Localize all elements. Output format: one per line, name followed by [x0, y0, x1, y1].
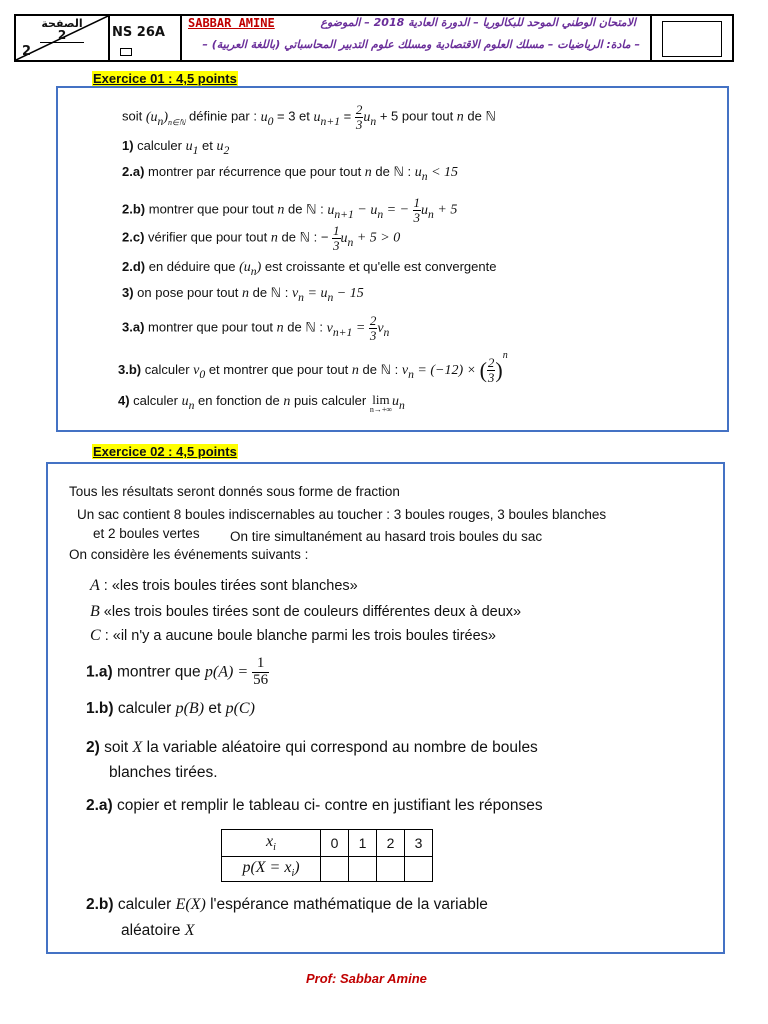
author-name: SABBAR AMINE	[188, 16, 275, 30]
ex2-q2b: 2.b) calculer E(X) l'espérance mathématique de la variable	[86, 896, 488, 913]
table-row	[222, 830, 433, 857]
page-counter-cell	[16, 16, 110, 60]
table-cell-value: 1	[349, 830, 377, 857]
blank-box	[662, 21, 722, 57]
ex2-event-b: B «les trois boules tirées sont de couleurs différentes deux à deux»	[90, 603, 522, 620]
ex2-q2: 2) soit X la variable aléatoire qui correspond au nombre de boules	[86, 739, 538, 756]
ex1-q2b: 2.b) montrer que pour tout n de ℕ : $u_{n+1} - u_n$ = − $\frac{1}{3}$ $u_n + 5$	[122, 195, 458, 225]
ex2-event-a: A : «les trois boules tirées sont blanches»	[90, 577, 358, 594]
exam-code: NS 26A	[112, 25, 165, 40]
table-cell-value: 0	[321, 830, 349, 857]
ex1-q3b: 3.b) calculer $v_0$ et montrer que pour tout n de ℕ : $v_n = (-12)$ × ( $\frac{2}{3}$ )$^n$	[118, 350, 508, 386]
exercise2-title	[92, 441, 238, 460]
table-header-xi: $x_i$	[222, 830, 321, 857]
table-cell-empty	[405, 857, 433, 882]
ex1-intro: soit $(u_n)_{n\in ℕ}$ définie par : $u_0 = 3$ et $u_{n+1}$ = $\frac{2}{3}$ $u_n + 5$ pour tout n de ℕ	[122, 102, 496, 132]
ex2-line3b: On tire simultanément au hasard trois boules du sac	[230, 529, 543, 544]
table-header-prob: $p(X = x_i)$	[222, 857, 321, 882]
ex2-event-c: C : «il n'y a aucune boule blanche parmi les trois boules tirées»	[90, 627, 496, 644]
ex2-q1b: 1.b) calculer p(B) et p(C)	[86, 700, 255, 717]
exercise2-title-text: Exercice 02 : 4,5 points	[93, 444, 237, 459]
page-fraction: 2	[40, 28, 84, 43]
page-number: 2	[22, 44, 32, 59]
table-cell-empty	[377, 857, 405, 882]
table-row	[222, 857, 433, 882]
code-cell	[108, 16, 182, 60]
exercise1-title	[92, 68, 238, 87]
table-cell-empty	[349, 857, 377, 882]
ex1-q2a: 2.a) montrer par récurrence que pour tout n de ℕ : $u_n < 15$	[122, 164, 459, 183]
title-cell	[180, 16, 652, 60]
ex1-q3a: 3.a) montrer que pour tout n de ℕ : $v_{n+1}$ = $\frac{2}{3}$ $v_n$	[122, 313, 390, 343]
exercise1-title-text: Exercice 01 : 4,5 points	[93, 71, 237, 86]
exam-title-line2: – مادة: الرياضيات – مسلك العلوم الاقتصادية ومسلك علوم التدبير المحاسباتي (باللغة العربية) –	[202, 38, 640, 51]
ex2-q1a: 1.a) montrer que p(A) = $\frac{1}{56}$	[86, 655, 269, 688]
ex2-line4: On considère les événements suivants :	[69, 547, 309, 562]
ex2-line2: Un sac contient 8 boules indiscernables au toucher : 3 boules rouges, 3 boules blanches	[77, 507, 607, 522]
table-cell-value: 3	[405, 830, 433, 857]
ex2-q2a: 2.a) copier et remplir le tableau ci- contre en justifiant les réponses	[86, 797, 543, 814]
table-cell-value: 2	[377, 830, 405, 857]
exam-header	[14, 14, 734, 62]
code-box	[120, 48, 132, 56]
page-label-arabic: الصفحة	[41, 17, 83, 30]
ex2-q2-line2: blanches tirées.	[109, 764, 218, 781]
ex1-q2d: 2.d) en déduire que $(u_n)$ est croissante et qu'elle est convergente	[122, 259, 497, 278]
probability-table	[221, 829, 433, 882]
ex2-q2b-line2: aléatoire X	[121, 922, 195, 939]
ex1-q2c: 2.c) vérifier que pour tout n de ℕ : − $\frac{1}{3}$ $u_n + 5 > 0$	[122, 223, 401, 253]
ex1-q3: 3) on pose pour tout n de ℕ : $v_n = u_n - 15$	[122, 285, 364, 304]
ex1-q1: 1) calculer $u_1$ et $u_2$	[122, 138, 230, 157]
table-cell-empty	[321, 857, 349, 882]
footer-author: Prof: Sabbar Amine	[306, 971, 427, 986]
exam-title-line1: الامتحان الوطني الموحد للبكالوريا – الدورة العادية 2018 – الموضوع	[320, 16, 636, 29]
ex1-q4: 4) calculer $u_n$ en fonction de n puis calculer lim n→+∞ $u_n$	[118, 392, 405, 414]
ex2-line1: Tous les résultats seront donnés sous forme de fraction	[69, 484, 400, 499]
ex2-line3a: et 2 boules vertes	[93, 526, 200, 541]
